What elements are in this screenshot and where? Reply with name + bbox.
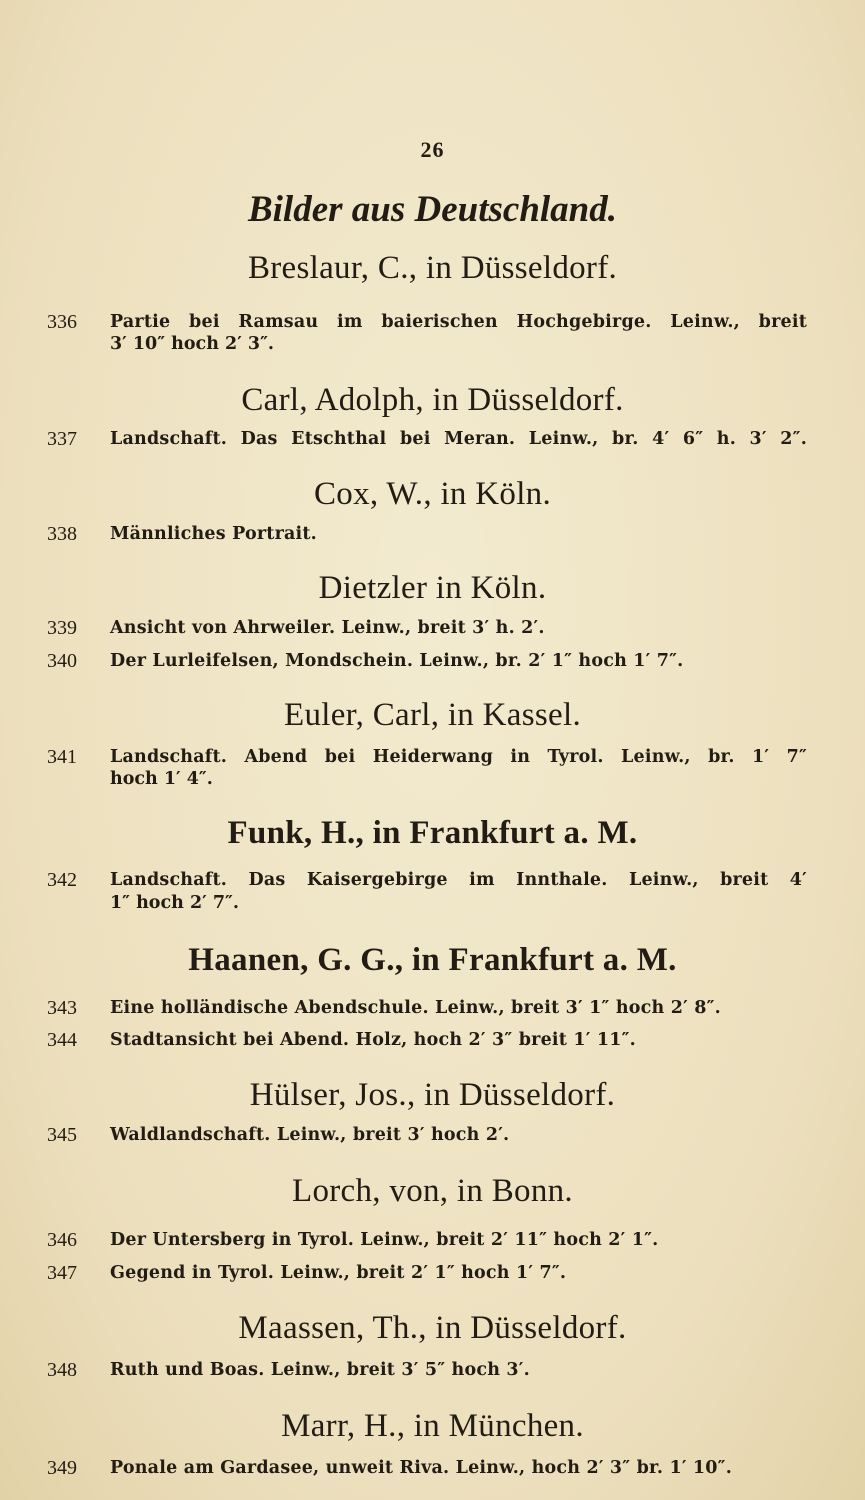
entry-text: Männliches Portrait. — [110, 524, 317, 544]
entry-number: 338 — [47, 523, 77, 545]
entry-text: Ansicht von Ahrweiler. Leinw., breit 3′ h. 2′. — [110, 618, 545, 638]
entry-number: 342 — [47, 869, 77, 891]
entry-number: 345 — [47, 1124, 77, 1146]
entry-number: 336 — [47, 311, 77, 333]
artist-heading: Funk, H., in Frankfurt a. M. — [227, 815, 638, 851]
entry-number: 337 — [47, 428, 77, 450]
entry-text-continued: hoch 1′ 4″. — [110, 769, 213, 789]
artist-heading: Haanen, G. G., in Frankfurt a. M. — [188, 942, 677, 978]
entry-number: 346 — [47, 1229, 77, 1251]
artist-heading: Maassen, Th., in Düsseldorf. — [238, 1310, 627, 1346]
entry-text-continued: 3′ 10″ hoch 2′ 3″. — [110, 334, 274, 354]
entry-text: Partie bei Ramsau im baierischen Hochgebirge. Leinw., breit — [110, 312, 807, 332]
artist-heading: Carl, Adolph, in Düsseldorf. — [241, 382, 624, 418]
entry-text: Der Lurleifelsen, Mondschein. Leinw., br. 2′ 1″ hoch 1′ 7″. — [110, 651, 684, 671]
artist-heading: Cox, W., in Köln. — [313, 476, 552, 512]
entry-text: Eine holländische Abendschule. Leinw., breit 3′ 1″ hoch 2′ 8″. — [110, 998, 721, 1018]
artist-heading: Euler, Carl, in Kassel. — [283, 697, 581, 733]
entry-number: 343 — [47, 997, 77, 1019]
entry-text: Waldlandschaft. Leinw., breit 3′ hoch 2′. — [110, 1125, 510, 1145]
entry-text: Ponale am Gardasee, unweit Riva. Leinw., hoch 2′ 3″ br. 1′ 10″. — [110, 1458, 732, 1478]
page-number: 26 — [420, 137, 445, 162]
artist-heading: Dietzler in Köln. — [318, 570, 547, 606]
artist-heading: Breslaur, C., in Düsseldorf. — [247, 250, 618, 286]
entry-text: Landschaft. Das Kaisergebirge im Innthale. Leinw., breit 4′ — [110, 870, 807, 890]
entry-text: Landschaft. Abend bei Heiderwang in Tyrol. Leinw., br. 1′ 7″ — [110, 747, 807, 767]
entry-number: 349 — [47, 1457, 77, 1479]
entry-number: 348 — [47, 1359, 77, 1381]
entry-number: 340 — [47, 650, 77, 672]
artist-heading: Hülser, Jos., in Düsseldorf. — [249, 1077, 616, 1113]
entry-number: 341 — [47, 746, 77, 768]
artist-heading: Lorch, von, in Bonn. — [292, 1173, 573, 1209]
entry-text: Ruth und Boas. Leinw., breit 3′ 5″ hoch 3′. — [110, 1360, 530, 1380]
entry-text-continued: 1″ hoch 2′ 7″. — [110, 893, 239, 913]
entry-text: Gegend in Tyrol. Leinw., breit 2′ 1″ hoch 1′ 7″. — [110, 1263, 567, 1283]
entry-number: 344 — [47, 1029, 77, 1051]
entry-text: Der Untersberg in Tyrol. Leinw., breit 2′ 11″ hoch 2′ 1″. — [110, 1230, 659, 1250]
artist-heading: Marr, H., in München. — [281, 1408, 584, 1444]
entry-number: 339 — [47, 617, 77, 639]
page-title: Bilder aus Deutschland. — [247, 189, 618, 230]
entry-number: 347 — [47, 1262, 77, 1284]
entry-text: Landschaft. Das Etschthal bei Meran. Leinw., br. 4′ 6″ h. 3′ 2″. — [110, 429, 807, 449]
entry-text: Stadtansicht bei Abend. Holz, hoch 2′ 3″ breit 1′ 11″. — [110, 1030, 636, 1050]
